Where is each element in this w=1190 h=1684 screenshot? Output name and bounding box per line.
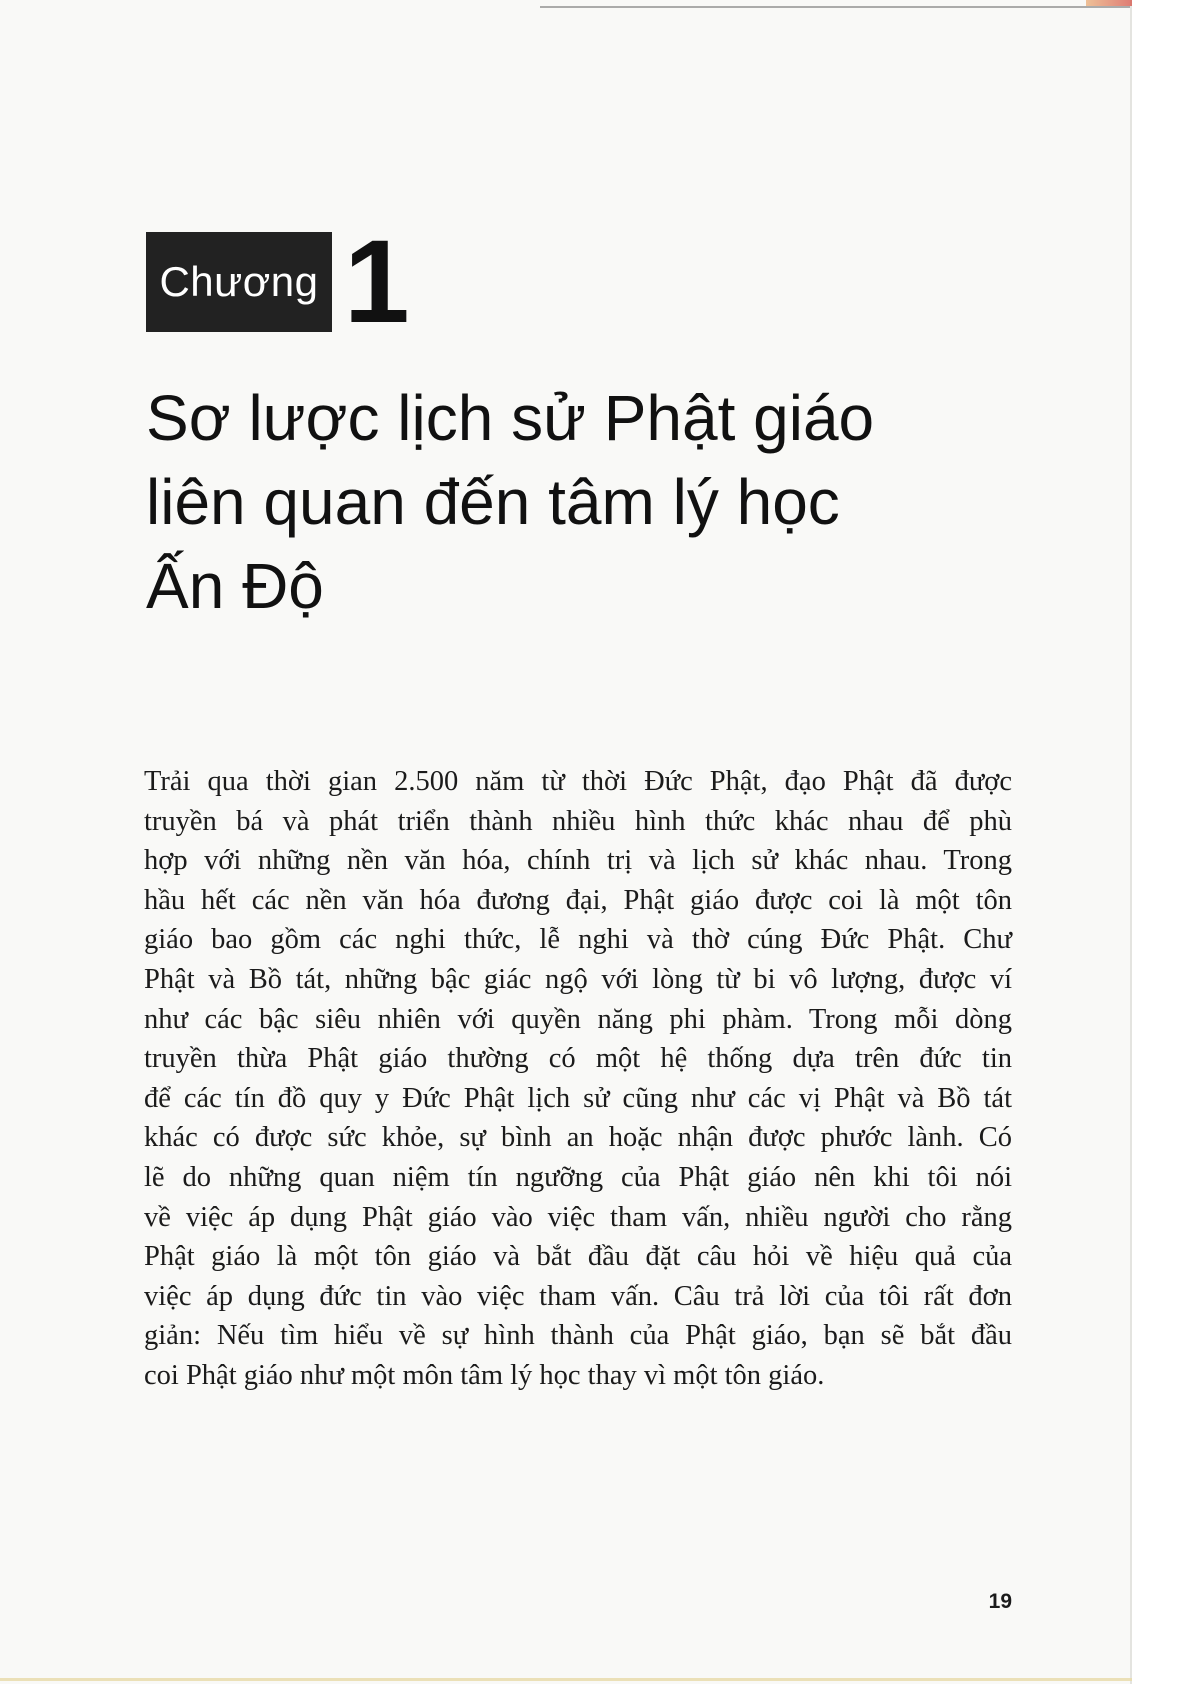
body-line: Trải qua thời gian 2.500 năm từ thời Đức Phật, đạo Phật đã được [144, 766, 1012, 797]
chapter-title-line: Ấn Độ [146, 550, 324, 622]
body-line: hầu hết các nền văn hóa đương đại, Phật giáo được coi là một tôn [144, 884, 1012, 916]
scan-top-edge [540, 6, 1130, 8]
body-line: giản: Nếu tìm hiểu về sự hình thành của Phật giáo, bạn sẽ bắt đầu [144, 1320, 1012, 1352]
body-line: Phật và Bồ tát, những bậc giác ngộ với lòng từ bi vô lượng, được ví [144, 963, 1012, 995]
chapter-header [146, 232, 410, 332]
body-line: để các tín đồ quy y Đức Phật lịch sử cũng như các vị Phật và Bồ tát [144, 1082, 1012, 1114]
body-line: khác có được sức khỏe, sự bình an hoặc nhận được phước lành. Có [144, 1122, 1012, 1154]
body-line: truyền bá và phát triển thành nhiều hình thức khác nhau để phù [144, 805, 1012, 837]
body-line: truyền thừa Phật giáo thường có một hệ thống dựa trên đức tin [144, 1043, 1012, 1075]
chapter-label-box [146, 232, 332, 332]
chapter-label: Chương [159, 258, 319, 305]
body-line: việc áp dụng đức tin vào việc tham vấn. Câu trả lời của tôi rất đơn [144, 1280, 1012, 1312]
chapter-title-line: liên quan đến tâm lý học [146, 466, 840, 538]
body-line: hợp với những nền văn hóa, chính trị và lịch sử khác nhau. Trong [144, 845, 1012, 877]
body-line: như các bậc siêu nhiên với quyền năng phi phàm. Trong mỗi dòng [144, 1003, 1012, 1035]
body-line: coi Phật giáo như một môn tâm lý học thay vì một tôn giáo. [144, 1359, 825, 1391]
chapter-title-line: Sơ lược lịch sử Phật giáo [146, 382, 875, 454]
body-line: Phật giáo là một tôn giáo và bắt đầu đặt câu hỏi về hiệu quả của [144, 1241, 1012, 1273]
body-paragraph [144, 762, 1012, 1396]
body-line: lẽ do những quan niệm tín ngưỡng của Phật giáo nên khi tôi nói [144, 1161, 1012, 1193]
chapter-number: 1 [344, 232, 410, 332]
page-margin-right [1132, 0, 1190, 1684]
page-number: 19 [988, 1590, 1012, 1613]
scan-corner-mark [1086, 0, 1132, 6]
body-line: giáo bao gồm các nghi thức, lễ nghi và thờ cúng Đức Phật. Chư [144, 924, 1012, 956]
body-line: về việc áp dụng Phật giáo vào việc tham vấn, nhiều người cho rằng [144, 1201, 1012, 1233]
chapter-title [146, 376, 1046, 628]
scan-bottom-edge [0, 1678, 1132, 1681]
